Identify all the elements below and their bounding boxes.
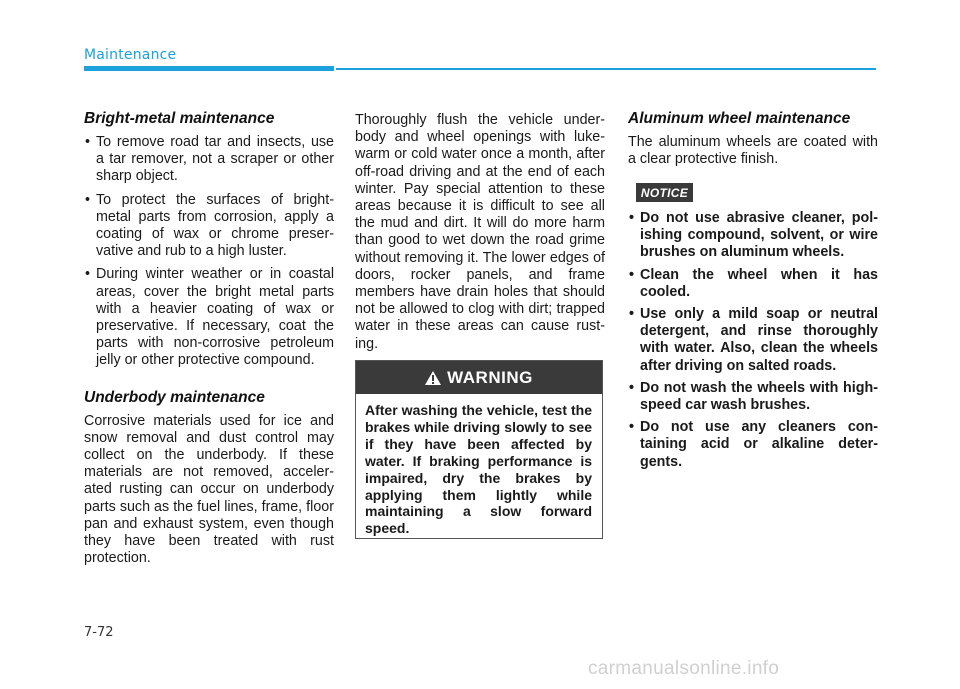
aluminum-wheel-heading: Aluminum wheel maintenance [628,110,851,127]
column-left [84,110,334,567]
column-right [628,110,878,168]
list-item: • Do not use abrasive cleaner, pol-ishing compound, solvent, or wire brushes on aluminum wheels. [628,210,878,262]
bright-metal-heading: Bright-metal maintenance [84,110,275,127]
warning-label: WARNING [447,367,533,387]
section-title: Maintenance [84,47,177,63]
warning-box [355,360,603,539]
warning-triangle-icon [425,371,441,385]
watermark: carmanualsonline.info [588,658,780,679]
underbody-heading: Underbody maintenance [84,388,265,406]
aluminum-wheel-paragraph: The aluminum wheels are coated with a clear protective finish. [628,134,878,168]
list-item: • To protect the surfaces of bright-metal parts from corrosion, apply a coating of wax or chrome preser-vative and rub to a high luster. [84,192,334,261]
notice-list [628,210,878,471]
list-item: • During winter weather or in coastal areas, cover the bright metal parts with a heavier coating of wax or preservative. If necessary, coat the parts with non-corrosive petroleum jelly or other protective compound. [84,266,334,369]
warning-text: After washing the vehicle, test the brakes while driving slowly to see if they have been affected by water. If braking performance is impaired, dry the brakes by applying them lightly while maintaining a slow forward speed. [365,402,592,537]
list-item: • Do not use any cleaners con-taining acid or alkaline deter-gents. [628,419,878,471]
list-item: • Clean the wheel when it has cooled. [628,267,878,301]
underbody-paragraph: Corrosive materials used for ice and snow removal and dust control may collect on the underbody. If these materials are not removed, acceler-ated rusting can occur on underbody parts such as the fuel lines, frame, floor pan and exhaust system, even though they have been treated with rust protection. [84,412,334,567]
list-item: • Do not wash the wheels with high-speed car wash brushes. [628,380,878,414]
bright-metal-list [84,134,334,370]
column-middle [355,112,605,353]
page-number: 7-72 [84,625,114,640]
warning-header [356,361,602,394]
notice-badge: NOTICE [636,183,693,202]
header-bar-thin [336,68,876,70]
notice-list-container [628,210,878,471]
header-bar-thick [84,66,334,71]
list-item: • To remove road tar and insects, use a tar remover, not a scraper or other sharp object. [84,134,334,186]
flush-paragraph: Thoroughly flush the vehicle under-body and wheel openings with luke-warm or cold water once a month, after off-road driving and at the end of each winter. Pay special attention to these areas because it is difficult to see all the mud and dirt. It will do more harm than good to wet down the road grime without removing it. The lower edges of doors, rocker panels, and frame members have drain holes that should not be allowed to clog with dirt; trapped water in these areas can cause rust-ing. [355,112,605,352]
list-item: • Use only a mild soap or neutral detergent, and rinse thoroughly with water. Also, clean the wheels after driving on salted roads. [628,306,878,375]
